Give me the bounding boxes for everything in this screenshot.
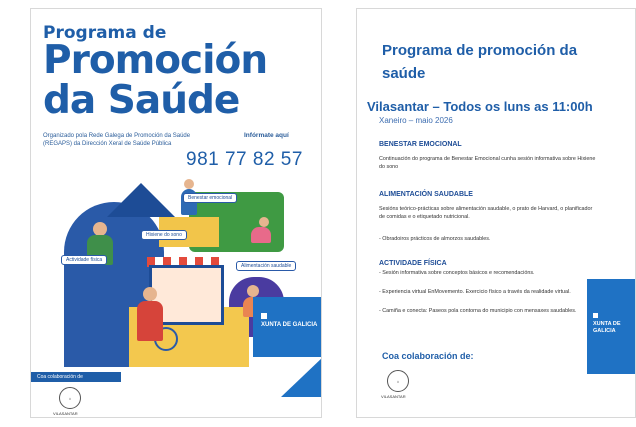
info-label: Infórmate aquí <box>244 132 289 139</box>
corner-triangle <box>281 357 322 397</box>
poster-title-line2: Promoción <box>43 38 268 83</box>
health-program-poster <box>30 8 322 418</box>
schedule-title: Programa de promoción da saúde <box>382 42 578 82</box>
section-body-food: Sesións teórico-prácticas sobre alimentación saudable, o prato de Harvard, o planificador de comidas e o etiquetado nutricional. <box>379 206 593 220</box>
municipality-logo-icon: ⌂ <box>387 370 409 392</box>
xunta-block-right <box>587 279 636 374</box>
organizer-text: Organizado pola Rede Galega de Promoción da Saúde (REGAPS) da Dirección Xeral de Saúde Pública <box>43 133 191 147</box>
section-body-food-2: - Obradoiros prácticos de almorzos saudables. <box>379 236 491 242</box>
schedule-subtitle: Vilasantar – Todos os luns as 11:00h <box>367 99 593 114</box>
municipality-logo-icon: ⌂ <box>59 387 81 409</box>
person-head-icon <box>93 222 107 236</box>
hiker-head-icon <box>184 179 194 189</box>
yoga-head-icon <box>259 217 269 227</box>
section-heading-food: ALIMENTACIÓN SAUDABLE <box>379 191 473 198</box>
xunta-logo-icon <box>261 313 267 319</box>
phone-number: 981 77 82 57 <box>186 149 303 170</box>
tag-physical: Actividade física <box>61 255 107 265</box>
elderly-body-icon <box>137 301 163 341</box>
collab-label-right: Coa colaboración de: <box>382 351 474 361</box>
xunta-block <box>253 297 322 357</box>
tag-emotional: Benestar emocional <box>183 193 237 203</box>
diner-head-icon <box>247 285 259 297</box>
municipality-logo-label: VILASANTAR <box>53 411 78 416</box>
schedule-date-range: Xaneiro – maio 2026 <box>379 116 453 125</box>
roof-shape <box>107 183 175 217</box>
xunta-label: XUNTA DE GALICIA <box>261 322 318 328</box>
section-body-physical: - Sesión informativa sobre conceptos básicos e recomendacións. <box>379 270 535 276</box>
section-heading-physical: ACTIVIDADE FÍSICA <box>379 260 447 267</box>
poster-title-line1: Programa de <box>43 23 167 43</box>
tag-food: Alimentación saudable <box>236 261 296 271</box>
yoga-body-icon <box>251 227 271 243</box>
section-body-emotional: Continuación do programa de Benestar Emocional cunha sesión informativa sobre Hixiene do sono <box>379 156 596 170</box>
schedule-poster <box>356 8 636 418</box>
section-body-physical-2: - Experiencia virtual EnMovemento. Exercicio físico a través da realidade virtual. <box>379 289 571 295</box>
collab-bar: Coa colaboración de <box>31 372 121 382</box>
poster-title-line3: da Saúde <box>43 78 240 123</box>
section-body-physical-3: - Camiña e conecta: Paseos pola contorna do municipio con mensaxes saudables. <box>379 308 577 314</box>
municipality-logo-label-right: VILASANTAR <box>381 394 406 399</box>
xunta-label-right: XUNTA DE GALICIA <box>593 321 621 334</box>
elderly-head-icon <box>143 287 157 301</box>
tag-sleep: Hixiene do sono <box>141 230 187 240</box>
xunta-logo-icon <box>593 313 598 318</box>
section-heading-emotional: BENESTAR EMOCIONAL <box>379 141 462 148</box>
